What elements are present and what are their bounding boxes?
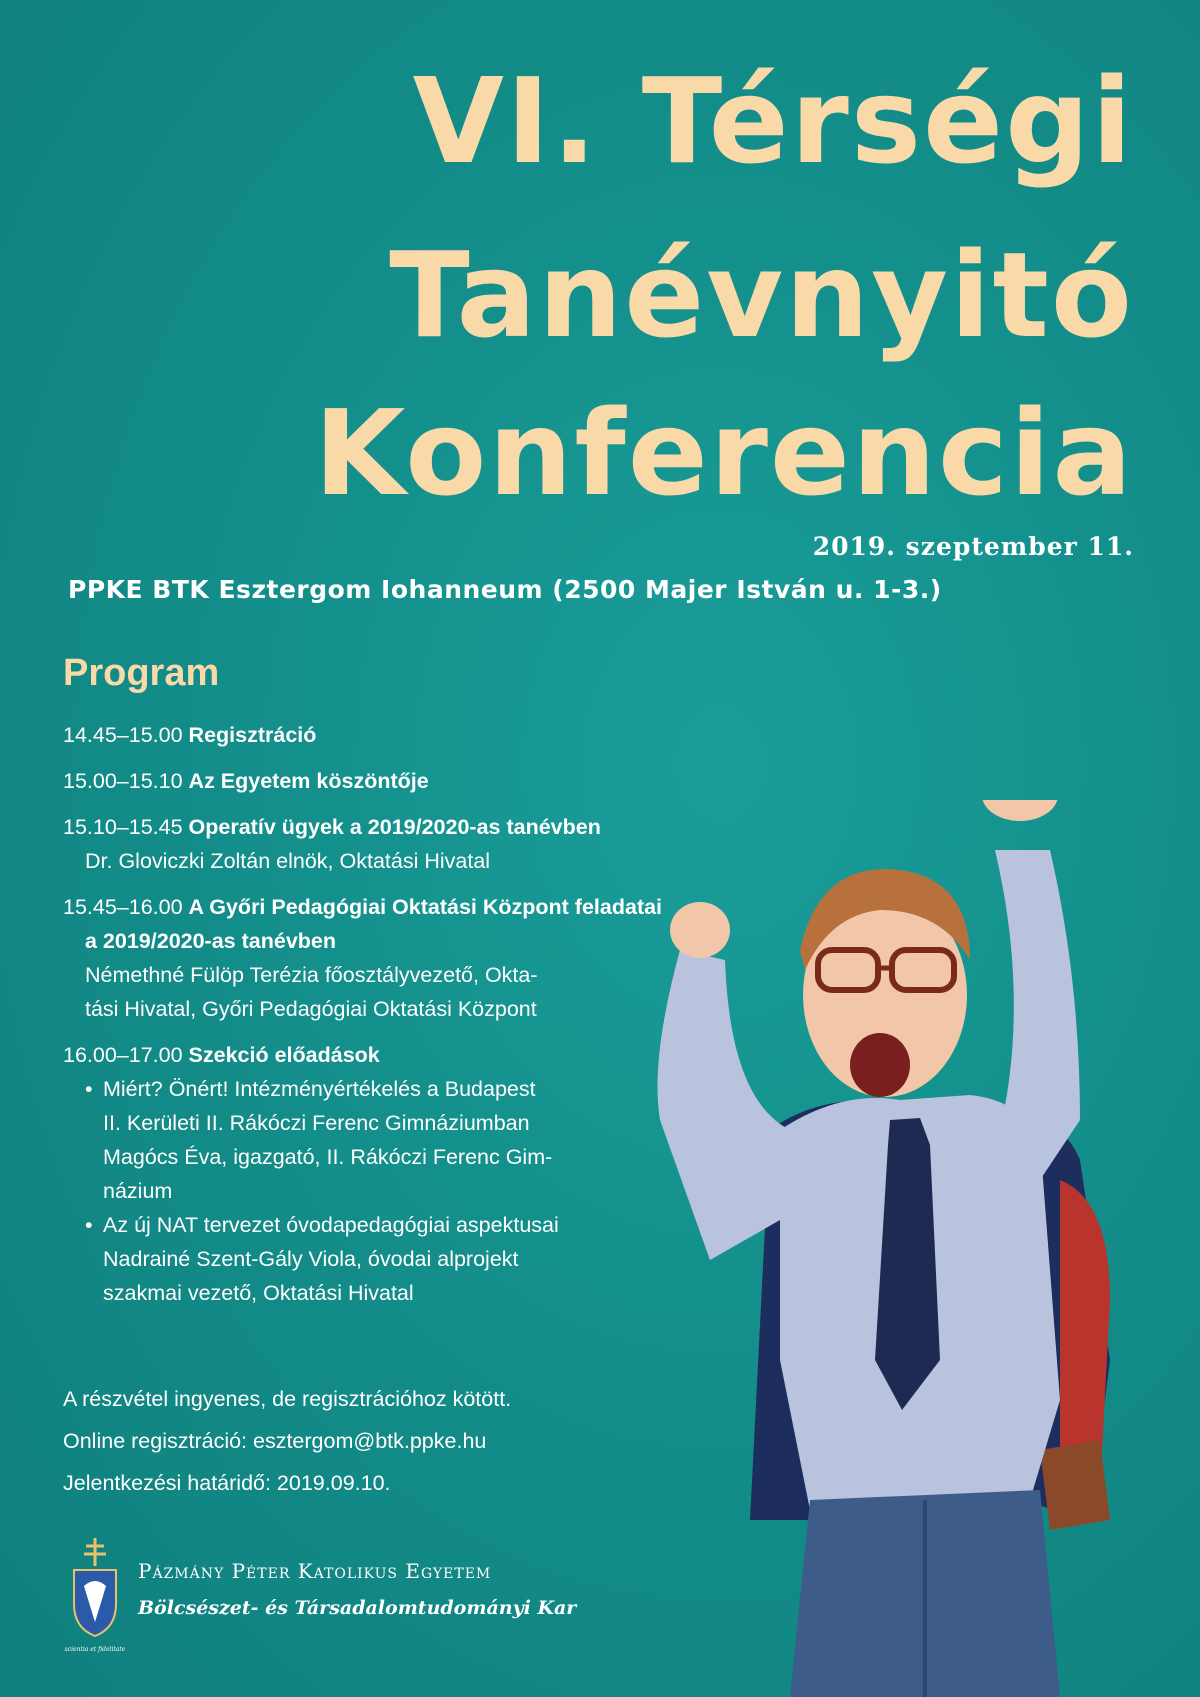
university-crest-icon <box>62 1536 128 1656</box>
entry-speaker: Némethné Fülöp Terézia főosztályvezető, Okta- <box>85 963 538 987</box>
session-line: názium <box>103 1179 173 1203</box>
session-line: • Az új NAT tervezet óvodapedagógiai aspektusai <box>85 1208 783 1242</box>
entry-time: 15.10–15.45 <box>63 815 183 839</box>
session-line: szakmai vezető, Oktatási Hivatal <box>103 1281 414 1305</box>
session-line: Magócs Éva, igazgató, II. Rákóczi Ferenc Gim- <box>103 1145 553 1169</box>
event-venue: PPKE BTK Esztergom Iohanneum (2500 Majer István u. 1-3.) <box>68 575 942 604</box>
entry-title-continued: a 2019/2020-as tanévben <box>85 929 336 953</box>
title-line-1: VI. Térségi <box>412 52 1134 190</box>
entry-title: Szekció előadások <box>188 1043 380 1067</box>
entry-time: 15.00–15.10 <box>63 769 183 793</box>
title-line-3: Konferencia <box>313 384 1134 522</box>
entry-speaker: Dr. Gloviczki Zoltán elnök, Oktatási Hivatal <box>85 849 491 873</box>
entry-title: Az Egyetem köszöntője <box>188 769 429 793</box>
program-heading: Program <box>63 652 220 694</box>
cheering-schoolboy-photo <box>640 800 1200 1697</box>
faculty-name: Bölcsészet- és Társadalomtudományi Kar <box>138 1597 577 1619</box>
session-line: Nadrainé Szent-Gály Viola, óvodai alprojekt <box>103 1247 519 1271</box>
event-date: 2019. szeptember 11. <box>812 532 1134 561</box>
registration-email[interactable]: Online regisztráció: esztergom@btk.ppke.hu <box>63 1429 487 1453</box>
entry-time: 15.45–16.00 <box>63 895 183 919</box>
registration-info <box>63 1378 511 1504</box>
registration-deadline: Jelentkezési határidő: 2019.09.10. <box>63 1471 391 1495</box>
program-entry <box>63 718 783 752</box>
entry-title: Operatív ügyek a 2019/2020-as tanévben <box>188 815 601 839</box>
entry-time: 14.45–15.00 <box>63 723 183 747</box>
crest-motto: scientia et fidelitate <box>64 1646 126 1653</box>
entry-title: A Győri Pedagógiai Oktatási Központ feladatai <box>188 895 663 919</box>
entry-time: 16.00–17.00 <box>63 1043 183 1067</box>
university-name: Pázmány Péter Katolikus Egyetem <box>138 1559 492 1583</box>
session-line: • Miért? Önért! Intézményértékelés a Budapest <box>85 1072 783 1106</box>
entry-title: Regisztráció <box>188 723 317 747</box>
program-entry <box>63 764 783 798</box>
session-line: II. Kerületi II. Rákóczi Ferenc Gimnáziumban <box>103 1111 530 1135</box>
entry-speaker: tási Hivatal, Győri Pedagógiai Oktatási Központ <box>85 997 537 1021</box>
title-line-2: Tanévnyitó <box>389 226 1134 364</box>
registration-note: A részvétel ingyenes, de regisztrációhoz kötött. <box>63 1387 512 1411</box>
